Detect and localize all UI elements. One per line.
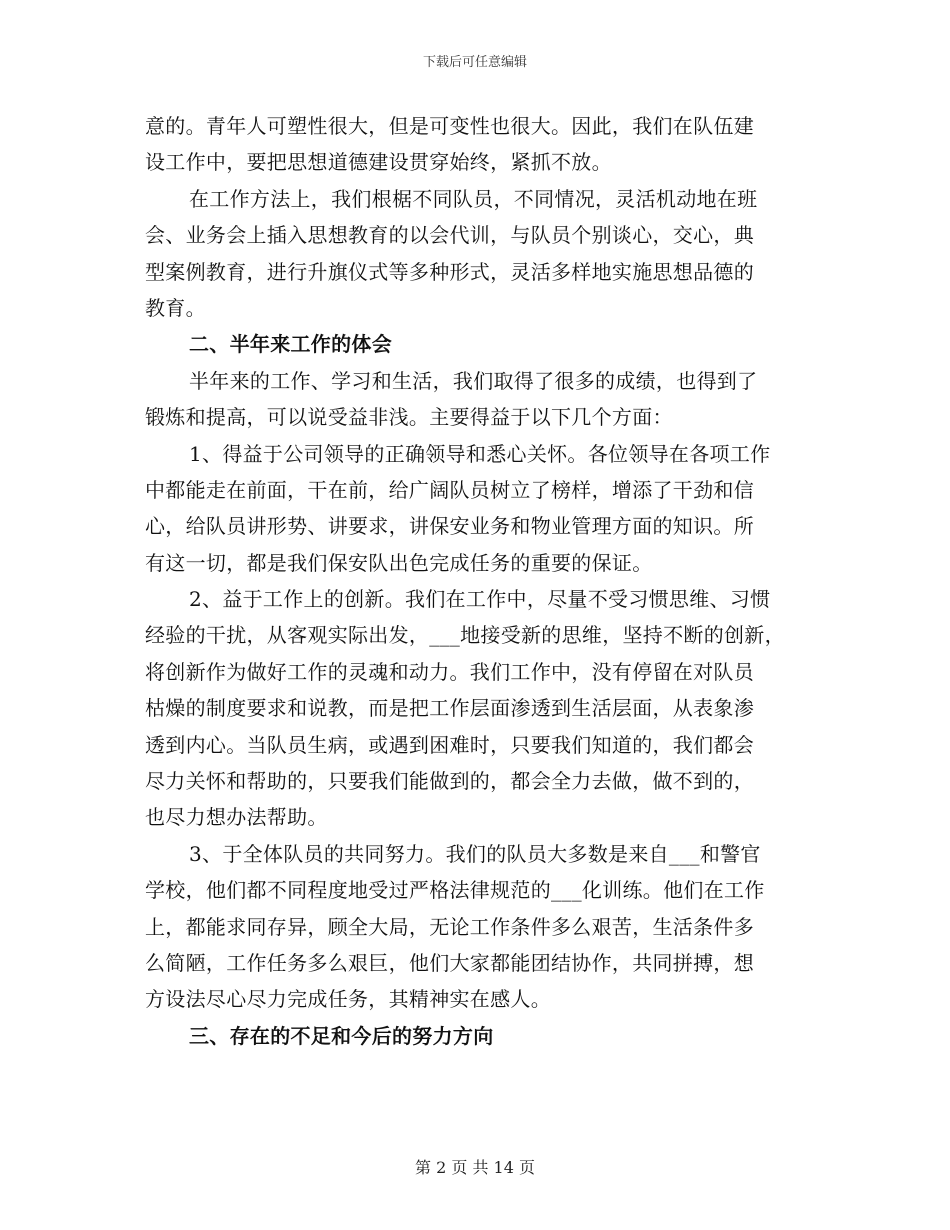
text-line: 也尽力想办法帮助。 [145, 805, 328, 830]
text-line: 方设法尽心尽力完成任务，其精神实在感人。 [145, 987, 551, 1012]
page-footer: 第 2 页 共 14 页 [415, 1158, 535, 1177]
text-line: 教育。 [145, 295, 206, 320]
text-line: 在工作方法上，我们根椐不同队员，不同情况，灵活机动地在班 [189, 186, 758, 211]
text-line: 枯燥的制度要求和说教，而是把工作层面渗透到生活层面，从表象渗 [145, 696, 754, 721]
text-line: 型案例教育，进行升旗仪式等多种形式，灵活多样地实施思想品德的 [145, 259, 754, 284]
text-line: 半年来的工作、学习和生活，我们取得了很多的成绩，也得到了 [189, 368, 758, 393]
text-line: 锻炼和提高，可以说受益非浅。主要得益于以下几个方面： [145, 405, 673, 430]
text-line: 意的。青年人可塑性很大，但是可变性也很大。因此，我们在队伍建 [145, 114, 754, 138]
page-header: 下载后可任意编辑 [422, 55, 527, 70]
text-line: 将创新作为做好工作的灵魂和动力。我们工作中，没有停留在对队员 [145, 659, 754, 684]
text-line: 2、益于工作上的创新。我们在工作中，尽量不受习惯思维、习惯 [189, 587, 771, 612]
text-line: 设工作中，要把思想道德建设贯穿始终，紧抓不放。 [145, 150, 612, 175]
text-line: 么简陋，工作任务多么艰巨，他们大家都能团结协作，共同拼搏，想 [145, 950, 754, 975]
section-heading: 二、半年来工作的体会 [189, 332, 392, 357]
text-line: 上，都能求同存异，顾全大局，无论工作条件多么艰苦，生活条件多 [145, 914, 754, 939]
text-line: 心，给队员讲形势、讲要求，讲保安业务和物业管理方面的知识。所 [145, 514, 754, 539]
section-heading: 三、存在的不足和今后的努力方向 [189, 1023, 494, 1048]
text-line: 有这一切，都是我们保安队出色完成任务的重要的保证。 [145, 550, 653, 575]
text-line: 会、业务会上插入思想教育的以会代训，与队员个别谈心，交心，典 [145, 223, 754, 248]
document-body [145, 108, 815, 1054]
text-line: 尽力关怀和帮助的，只要我们能做到的，都会全力去做，做不到的， [145, 769, 754, 794]
text-line: 1、得益于公司领导的正确领导和悉心关怀。各位领导在各项工作 [189, 441, 771, 466]
text-line: 透到内心。当队员生病，或遇到困难时，只要我们知道的，我们都会 [145, 732, 754, 757]
text-line: 学校，他们都不同程度地受过严格法律规范的___化训练。他们在工作 [145, 878, 765, 903]
text-line: 经验的干扰，从客观实际出发，___地接受新的思维，坚持不断的创新， [145, 623, 785, 648]
text-line: 中都能走在前面，干在前，给广阔队员树立了榜样，增添了干劲和信 [145, 477, 754, 502]
text-line: 3、于全体队员的共同努力。我们的队员大多数是来自___和警官 [189, 841, 761, 866]
